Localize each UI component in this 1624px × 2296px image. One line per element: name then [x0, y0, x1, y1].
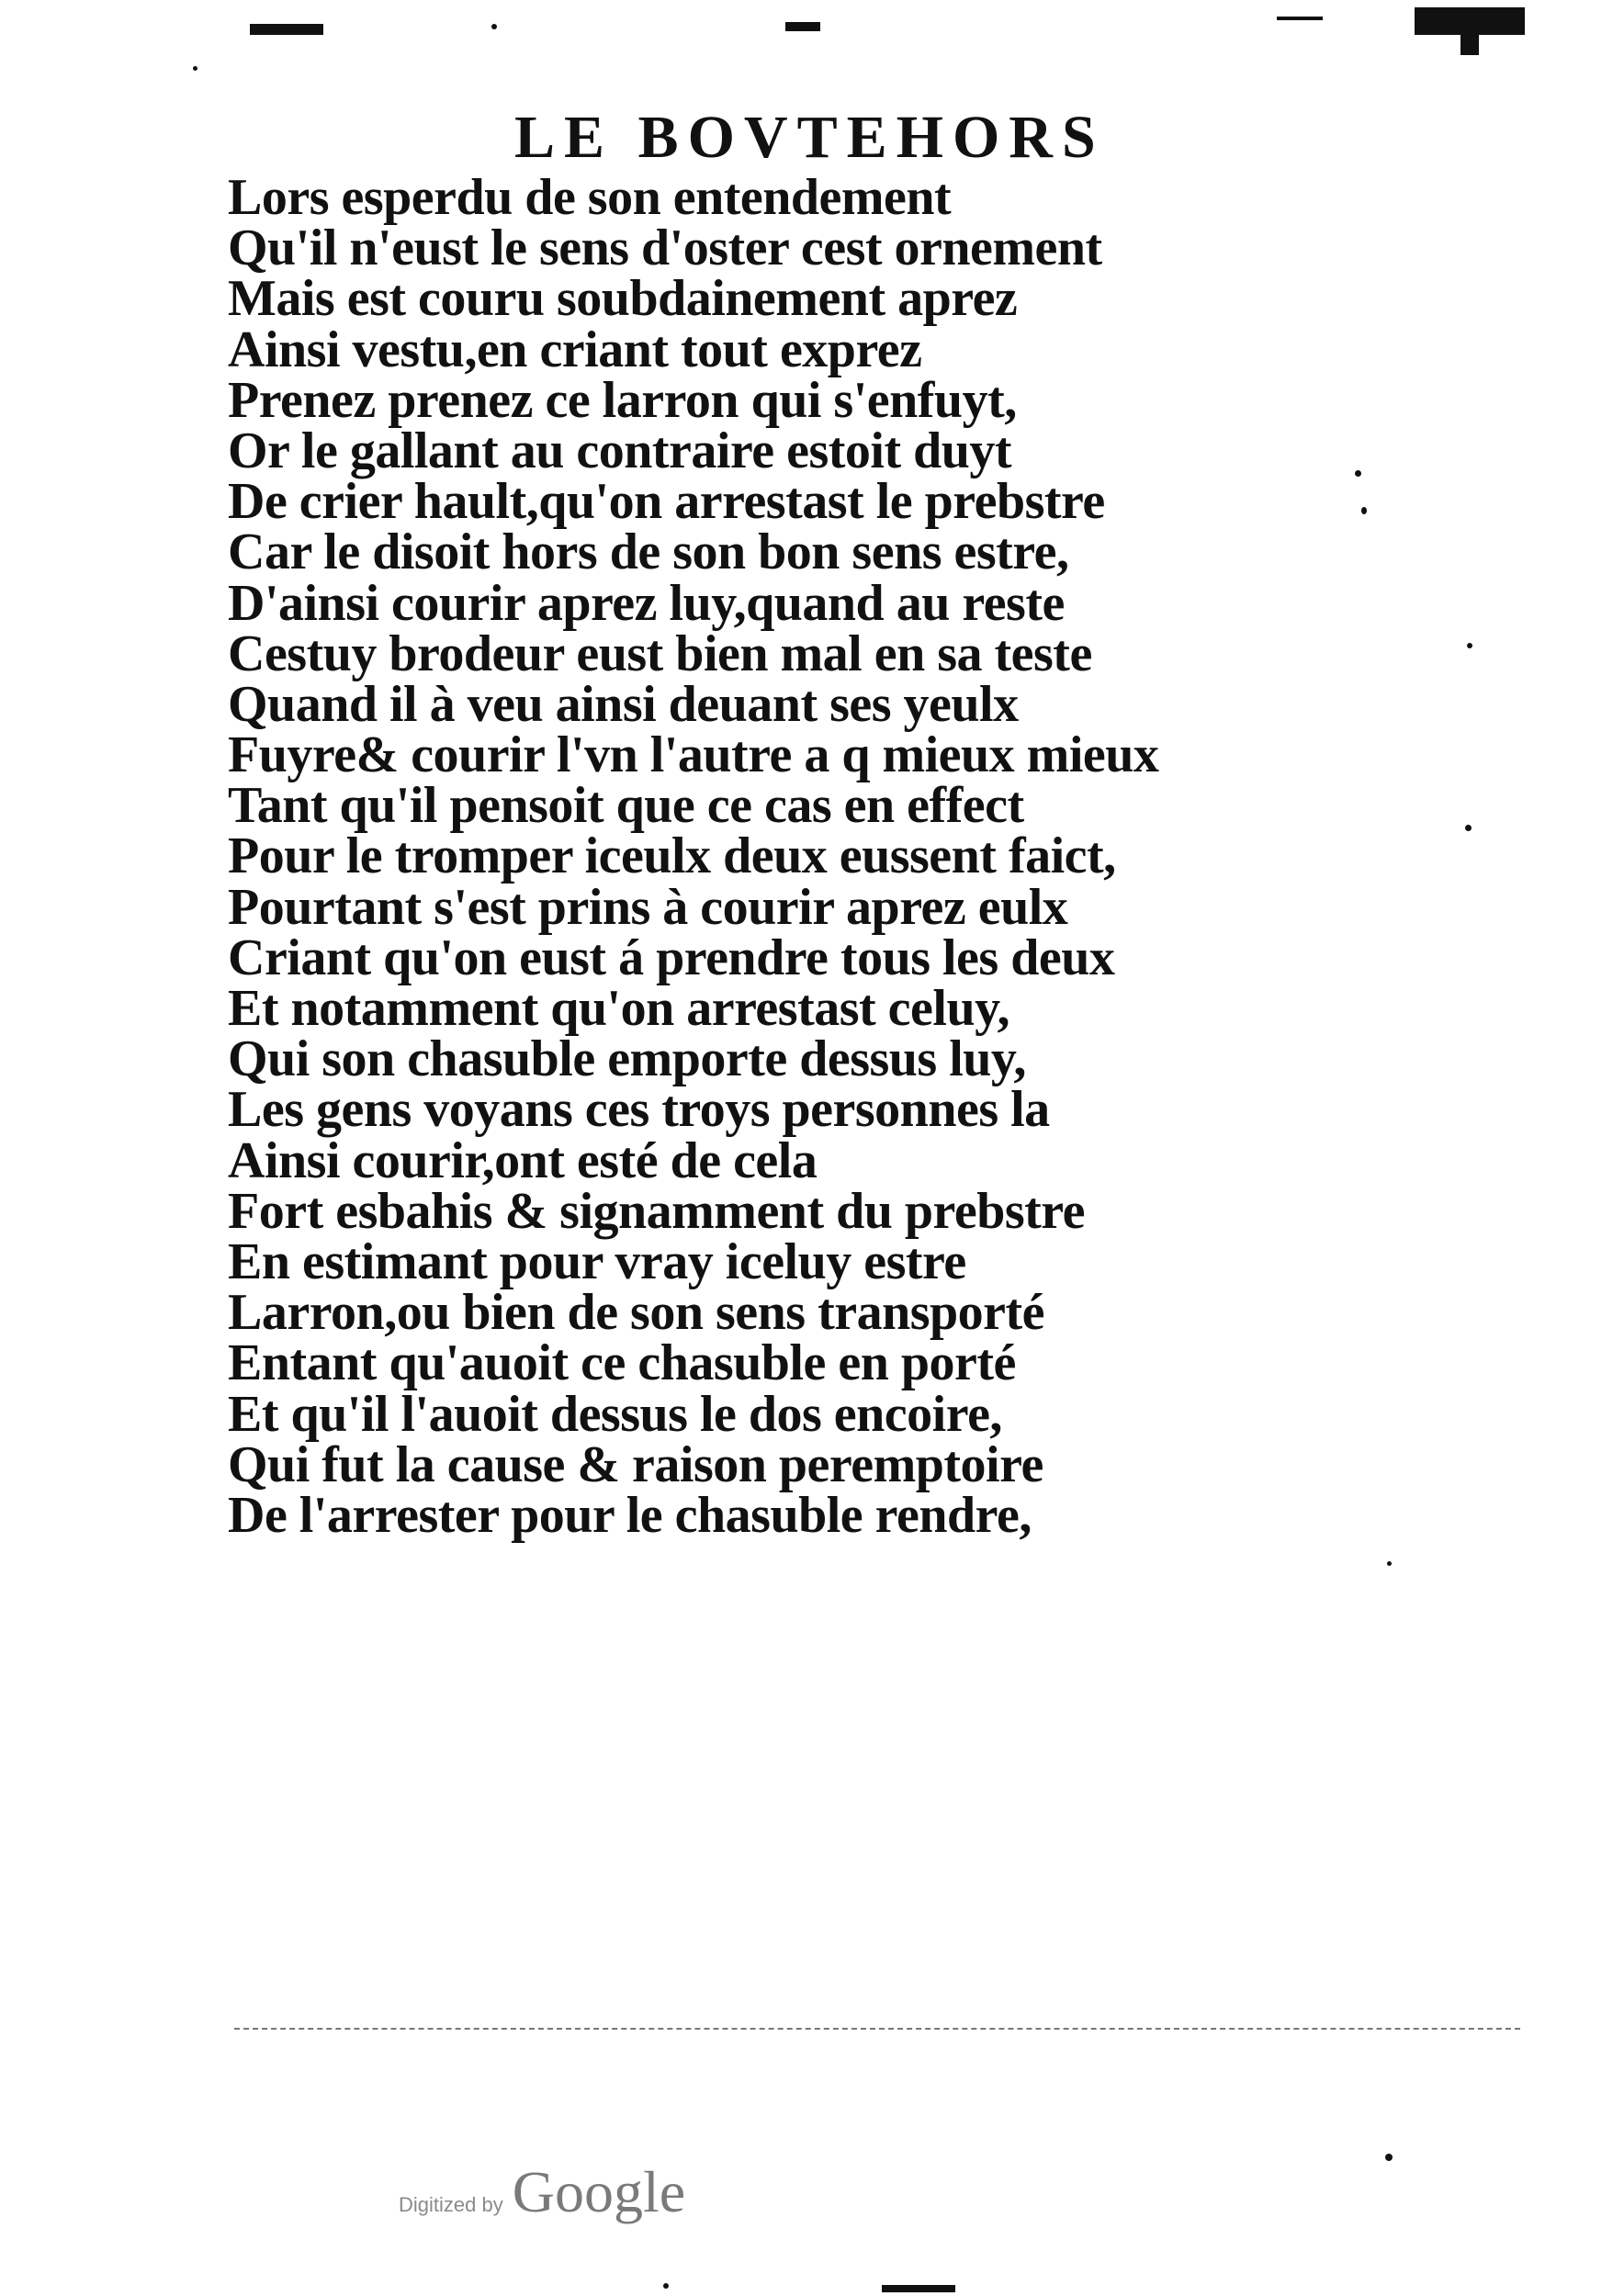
verse-line: Quand il à veu ainsi deuant ses yeulx — [228, 675, 1019, 733]
verse-line: Les gens voyans ces troys personnes la — [228, 1081, 1050, 1139]
verse-line: Pourtant s'est prins à courir aprez eulx — [228, 878, 1068, 936]
scan-artifact — [1467, 643, 1472, 648]
scan-artifact — [234, 2028, 1520, 2030]
verse-line: Mais est couru soubdainement aprez — [228, 270, 1018, 328]
verse-line: Fort esbahis & signamment du prebstre — [228, 1182, 1086, 1240]
verse-line: Fuyre& courir l'vn l'autre a q mieux mieux — [228, 726, 1159, 784]
verse-line: Qu'il n'eust le sens d'oster cest ornement — [228, 219, 1102, 277]
verse-line: De crier hault,qu'on arrestast le prebstre — [228, 473, 1105, 531]
verse-line: Entant qu'auoit ce chasuble en porté — [228, 1334, 1016, 1392]
verse-line: Cestuy brodeur eust bien mal en sa teste — [228, 625, 1092, 682]
scan-artifact — [882, 2285, 955, 2292]
verse-line: Pour le tromper iceulx deux eussent faict, — [228, 827, 1116, 885]
verse-line: Or le gallant au contraire estoit duyt — [228, 422, 1012, 479]
scan-artifact — [1415, 7, 1525, 35]
verse-line: Prenez prenez ce larron qui s'enfuyt, — [228, 371, 1017, 429]
verse-line: Ainsi courir,ont esté de cela — [228, 1131, 818, 1189]
google-logo: Google — [512, 2159, 686, 2224]
scan-artifact — [250, 24, 323, 35]
scan-artifact — [1277, 17, 1323, 20]
verse-line: Tant qu'il pensoit que ce cas en effect — [228, 777, 1024, 835]
scan-artifact — [491, 24, 497, 29]
verse-line: Qui fut la cause & raison peremptoire — [228, 1435, 1043, 1493]
watermark-prefix: Digitized by — [399, 2193, 503, 2216]
scan-artifact — [785, 22, 820, 31]
scan-artifact — [663, 2283, 669, 2289]
verse-line: Et qu'il l'auoit dessus le dos encoire, — [228, 1385, 1002, 1443]
verse-line: Et notamment qu'on arrestast celuy, — [228, 980, 1009, 1037]
scan-artifact — [1460, 33, 1479, 55]
scan-artifact — [1465, 825, 1472, 831]
verse-line: Larron,ou bien de son sens transporté — [228, 1284, 1045, 1342]
running-head: LE BOVTEHORS — [514, 104, 1105, 171]
verse-text — [228, 169, 1449, 1544]
scan-artifact — [1385, 2154, 1393, 2161]
verse-line: De l'arrester pour le chasuble rendre, — [228, 1486, 1032, 1544]
verse-line: Ainsi vestu,en criant tout exprez — [228, 321, 922, 378]
verse-line: Qui son chasuble emporte dessus luy, — [228, 1030, 1026, 1088]
scan-artifact — [193, 66, 197, 71]
scan-artifact — [1387, 1561, 1392, 1566]
verse-line: Car le disoit hors de son bon sens estre, — [228, 523, 1069, 581]
verse-line: En estimant pour vray iceluy estre — [228, 1232, 966, 1290]
verse-line: D'ainsi courir aprez luy,quand au reste — [228, 574, 1065, 632]
verse-line: Criant qu'on eust á prendre tous les deux — [228, 929, 1115, 986]
verse-line: Lors esperdu de son entendement — [228, 169, 952, 226]
digitized-watermark — [399, 2158, 685, 2226]
